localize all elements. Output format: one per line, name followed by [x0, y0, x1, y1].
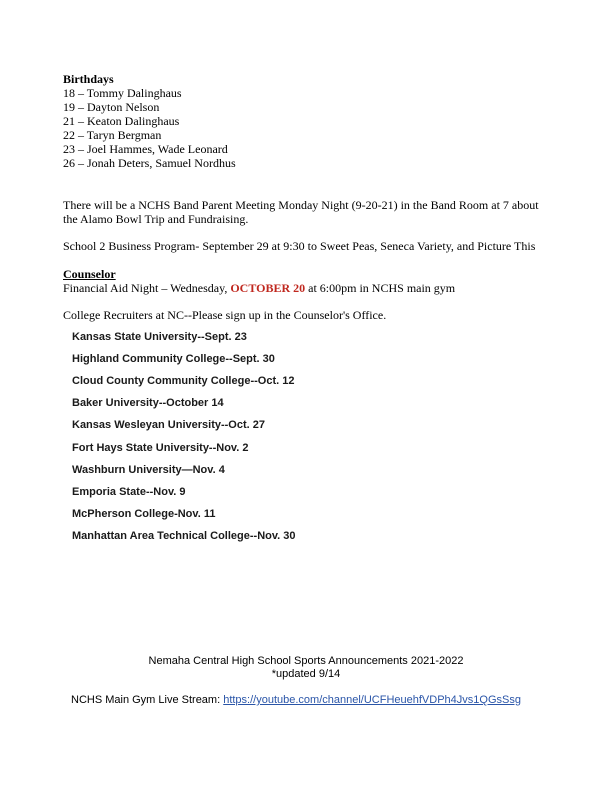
financial-aid-date: OCTOBER 20	[230, 281, 306, 295]
business-program-announcement: School 2 Business Program- September 29 at 9:30 to Sweet Peas, Seneca Variety, and Picture This	[63, 239, 536, 253]
live-stream-label: NCHS Main Gym Live Stream:	[71, 694, 224, 706]
sports-announcements-title	[0, 655, 612, 681]
college-recruiter-item: Kansas Wesleyan University--Oct. 27	[72, 419, 265, 431]
live-stream-link[interactable]: https://youtube.com/channel/UCFHeuehfVDPh4Jvs1QGsSsg	[223, 694, 521, 706]
financial-aid-night	[63, 281, 563, 295]
birthdays-heading: Birthdays	[63, 72, 114, 86]
college-recruiter-item: Emporia State--Nov. 9	[72, 486, 186, 498]
birthday-entry: 22 – Taryn Bergman	[63, 128, 162, 142]
counselor-section	[63, 267, 563, 295]
financial-aid-text-before: Financial Aid Night – Wednesday,	[63, 281, 231, 295]
college-recruiter-item: Cloud County Community College--Oct. 12	[72, 375, 295, 387]
birthday-entry: 19 – Dayton Nelson	[63, 100, 160, 114]
birthday-entry: 21 – Keaton Dalinghaus	[63, 114, 180, 128]
college-recruiter-item: Manhattan Area Technical College--Nov. 30	[72, 530, 296, 542]
sports-announcements-heading: Nemaha Central High School Sports Announcements 2021-2022	[148, 655, 464, 667]
updated-note: *updated 9/14	[271, 668, 341, 680]
college-recruiter-item: Washburn University—Nov. 4	[72, 464, 225, 476]
college-recruiter-item: McPherson College-Nov. 11	[72, 508, 216, 520]
live-stream-line	[71, 694, 521, 707]
band-meeting-line-1: There will be a NCHS Band Parent Meeting Monday Night (9-20-21) in the Band Room at 7 about	[63, 198, 539, 212]
birthday-entry: 18 – Tommy Dalinghaus	[63, 86, 182, 100]
college-recruiter-item: Highland Community College--Sept. 30	[72, 353, 275, 365]
band-meeting-line-2: the Alamo Bowl Trip and Fundraising.	[63, 212, 249, 226]
birthdays-section	[63, 72, 543, 170]
birthday-entry: 23 – Joel Hammes, Wade Leonard	[63, 142, 228, 156]
college-recruiter-item: Fort Hays State University--Nov. 2	[72, 442, 249, 454]
college-recruiter-item: Baker University--October 14	[72, 397, 224, 409]
college-recruiters-intro: College Recruiters at NC--Please sign up in the Counselor's Office.	[63, 308, 387, 322]
financial-aid-text-after: at 6:00pm in NCHS main gym	[305, 281, 456, 295]
counselor-heading: Counselor	[63, 267, 116, 281]
band-meeting-announcement	[63, 198, 563, 226]
college-recruiter-item: Kansas State University--Sept. 23	[72, 331, 247, 343]
birthday-entry: 26 – Jonah Deters, Samuel Nordhus	[63, 156, 236, 170]
